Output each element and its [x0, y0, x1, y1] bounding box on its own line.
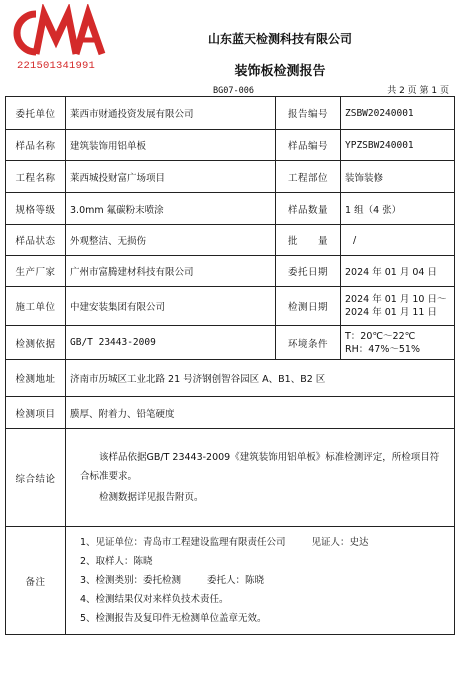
report-table — [5, 96, 455, 635]
table-row — [6, 97, 455, 130]
table-row — [6, 527, 455, 635]
report-title: 装饰板检测报告 — [234, 64, 326, 79]
commission-date-value: 2024 年 01 月 04 日 — [341, 256, 455, 287]
state-label: 样品状态 — [6, 225, 66, 256]
table-row — [6, 287, 455, 326]
address-value: 济南市历城区工业北路 21 号济钢创智谷园区 A、B1、B2 区 — [66, 360, 455, 397]
table-row — [6, 360, 455, 397]
remark-1-witness: 见证人：史达 — [311, 537, 369, 548]
env-label: 环境条件 — [276, 326, 341, 360]
commission-date-label: 委托日期 — [276, 256, 341, 287]
table-row — [6, 256, 455, 287]
report-code: BG07-006 — [213, 86, 254, 96]
table-row — [6, 397, 455, 429]
items-value: 膜厚、附着力、铅笔硬度 — [66, 397, 455, 429]
remark-1 — [80, 533, 450, 552]
remarks-value — [66, 527, 455, 635]
state-value: 外观整洁、无损伤 — [66, 225, 276, 256]
items-label: 检测项目 — [6, 397, 66, 429]
remark-2: 2、取样人：陈晓 — [80, 556, 153, 567]
test-date-start: 2024 年 01 月 10 日～ — [345, 294, 447, 305]
part-label: 工程部位 — [276, 161, 341, 193]
project-value: 莱西城投财富广场项目 — [66, 161, 276, 193]
batch-label: 批 量 — [276, 225, 341, 256]
sample-name-label: 样品名称 — [6, 130, 66, 161]
qty-label: 样品数量 — [276, 193, 341, 225]
sample-name-value: 建筑装饰用铝单板 — [66, 130, 276, 161]
conclusion-label: 综合结论 — [6, 429, 66, 527]
remark-4: 4、检测结果仅对来样负技术责任。 — [80, 594, 229, 605]
conclusion-note: 检测数据详见报告附页。 — [99, 492, 204, 503]
basis-value: GB/T 23443-2009 — [66, 326, 276, 360]
certificate-number: 221501341991 — [16, 60, 95, 72]
sample-no-label: 样品编号 — [276, 130, 341, 161]
env-value — [341, 326, 455, 360]
basis-label: 检测依据 — [6, 326, 66, 360]
sample-no-value: YPZSBW240001 — [341, 130, 455, 161]
conclusion-text: 该样品依据GB/T 23443-2009《建筑装饰用铝单板》标准检测评定，所检项目符合标准要求。 — [80, 452, 440, 482]
spec-label: 规格等级 — [6, 193, 66, 225]
table-row — [6, 130, 455, 161]
builder-label: 施工单位 — [6, 287, 66, 326]
env-humidity: RH：47%～51% — [345, 343, 420, 355]
qty-value: 1 组（4 张） — [341, 193, 455, 225]
remark-1-witness-unit: 1、见证单位：青岛市工程建设监理有限责任公司 — [80, 537, 286, 548]
report-no-value: ZSBW20240001 — [341, 97, 455, 130]
spec-value: 3.0mm 氟碳粉末喷涂 — [66, 193, 276, 225]
remark-3-category: 3、检测类别：委托检测 — [80, 575, 182, 586]
batch-value: / — [341, 225, 455, 256]
remark-3-client: 委托人：陈晓 — [207, 575, 265, 586]
test-date-value — [341, 287, 455, 326]
maker-value: 广州市富腾建材科技有限公司 — [66, 256, 276, 287]
remarks-label: 备注 — [6, 527, 66, 635]
report-no-label: 报告编号 — [276, 97, 341, 130]
project-label: 工程名称 — [6, 161, 66, 193]
client-value: 莱西市财通投资发展有限公司 — [66, 97, 276, 130]
part-value: 装饰装修 — [341, 161, 455, 193]
env-temperature: T：20℃～22℃ — [345, 330, 416, 342]
conclusion-value — [66, 429, 455, 527]
address-label: 检测地址 — [6, 360, 66, 397]
remark-3 — [80, 571, 450, 590]
table-row — [6, 193, 455, 225]
maker-label: 生产厂家 — [6, 256, 66, 287]
table-row — [6, 326, 455, 360]
remark-5: 5、检测报告及复印件无检测单位盖章无效。 — [80, 613, 267, 624]
company-name: 山东蓝天检测科技有限公司 — [207, 32, 352, 46]
builder-value: 中建安装集团有限公司 — [66, 287, 276, 326]
table-row — [6, 161, 455, 193]
test-date-label: 检测日期 — [276, 287, 341, 326]
table-row — [6, 429, 455, 527]
test-date-end: 2024 年 01 月 11 日 — [345, 307, 437, 318]
page-info: 共 2 页 第 1 页 — [387, 86, 449, 96]
client-label: 委托单位 — [6, 97, 66, 130]
table-row — [6, 225, 455, 256]
